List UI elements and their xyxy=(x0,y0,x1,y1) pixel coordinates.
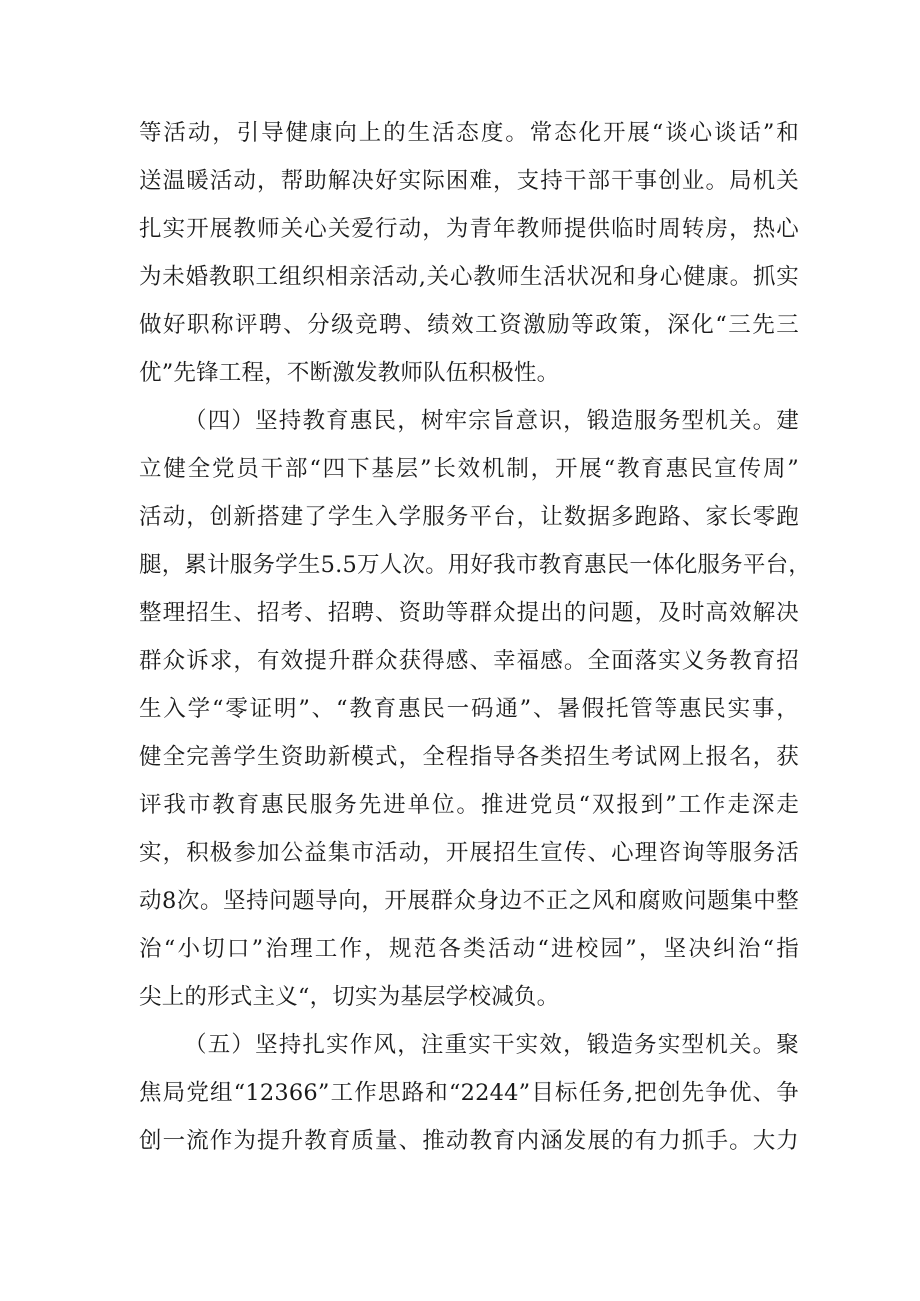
text-line: 生入学“零证明”、“教育惠民一码通”、暑假托管等惠民实事， xyxy=(139,696,799,722)
text-line: 评我市教育惠民服务先进单位。推进党员“双报到”工作走深走 xyxy=(139,792,799,818)
text-line: 为未婚教职工组织相亲活动,关心教师生活状况和身心健康。抓实 xyxy=(139,264,799,290)
text-line: 等活动，引导健康向上的生活态度。常态化开展“谈心谈话”和 xyxy=(139,120,799,146)
text-line: 整理招生、招考、招聘、资助等群众提出的问题，及时高效解决 xyxy=(139,600,799,626)
text-line: 实，积极参加公益集市活动，开展招生宣传、心理咨询等服务活 xyxy=(139,840,799,866)
text-line: 群众诉求，有效提升群众获得感、幸福感。全面落实义务教育招 xyxy=(139,648,799,674)
text-line: 扎实开展教师关心关爱行动，为青年教师提供临时周转房，热心 xyxy=(139,216,799,242)
paragraph-heading-line: （五）坚持扎实作风，注重实干实效，锻造务实型机关。聚 xyxy=(184,1032,799,1058)
text-line: 立健全党员干部“四下基层”长效机制，开展“教育惠民宣传周” xyxy=(139,456,799,482)
text-line: 尖上的形式主义“，切实为基层学校减负。 xyxy=(139,984,560,1010)
text-line: 腿，累计服务学生5.5万人次。用好我市教育惠民一体化服务平台， xyxy=(139,552,811,578)
text-line: 治“小切口”治理工作，规范各类活动“进校园”，坚决纠治“指 xyxy=(139,936,799,962)
text-line: 做好职称评聘、分级竞聘、绩效工资激励等政策，深化“三先三 xyxy=(139,312,799,338)
text-line: 焦局党组“12366”工作思路和“2244”目标任务,把创先争优、争 xyxy=(139,1080,799,1106)
text-line: 动8次。坚持问题导向，开展群众身边不正之风和腐败问题集中整 xyxy=(139,888,799,914)
text-line: 优”先锋工程，不断激发教师队伍积极性。 xyxy=(139,360,560,386)
text-line: 创一流作为提升教育质量、推动教育内涵发展的有力抓手。大力 xyxy=(139,1128,799,1154)
text-line: 健全完善学生资助新模式，全程指导各类招生考试网上报名，获 xyxy=(139,744,799,770)
text-line: 活动，创新搭建了学生入学服务平台，让数据多跑路、家长零跑 xyxy=(139,504,799,530)
text-line: 送温暖活动，帮助解决好实际困难，支持干部干事创业。局机关 xyxy=(139,168,799,194)
paragraph-heading-line: （四）坚持教育惠民，树牢宗旨意识，锻造服务型机关。建 xyxy=(184,408,799,434)
